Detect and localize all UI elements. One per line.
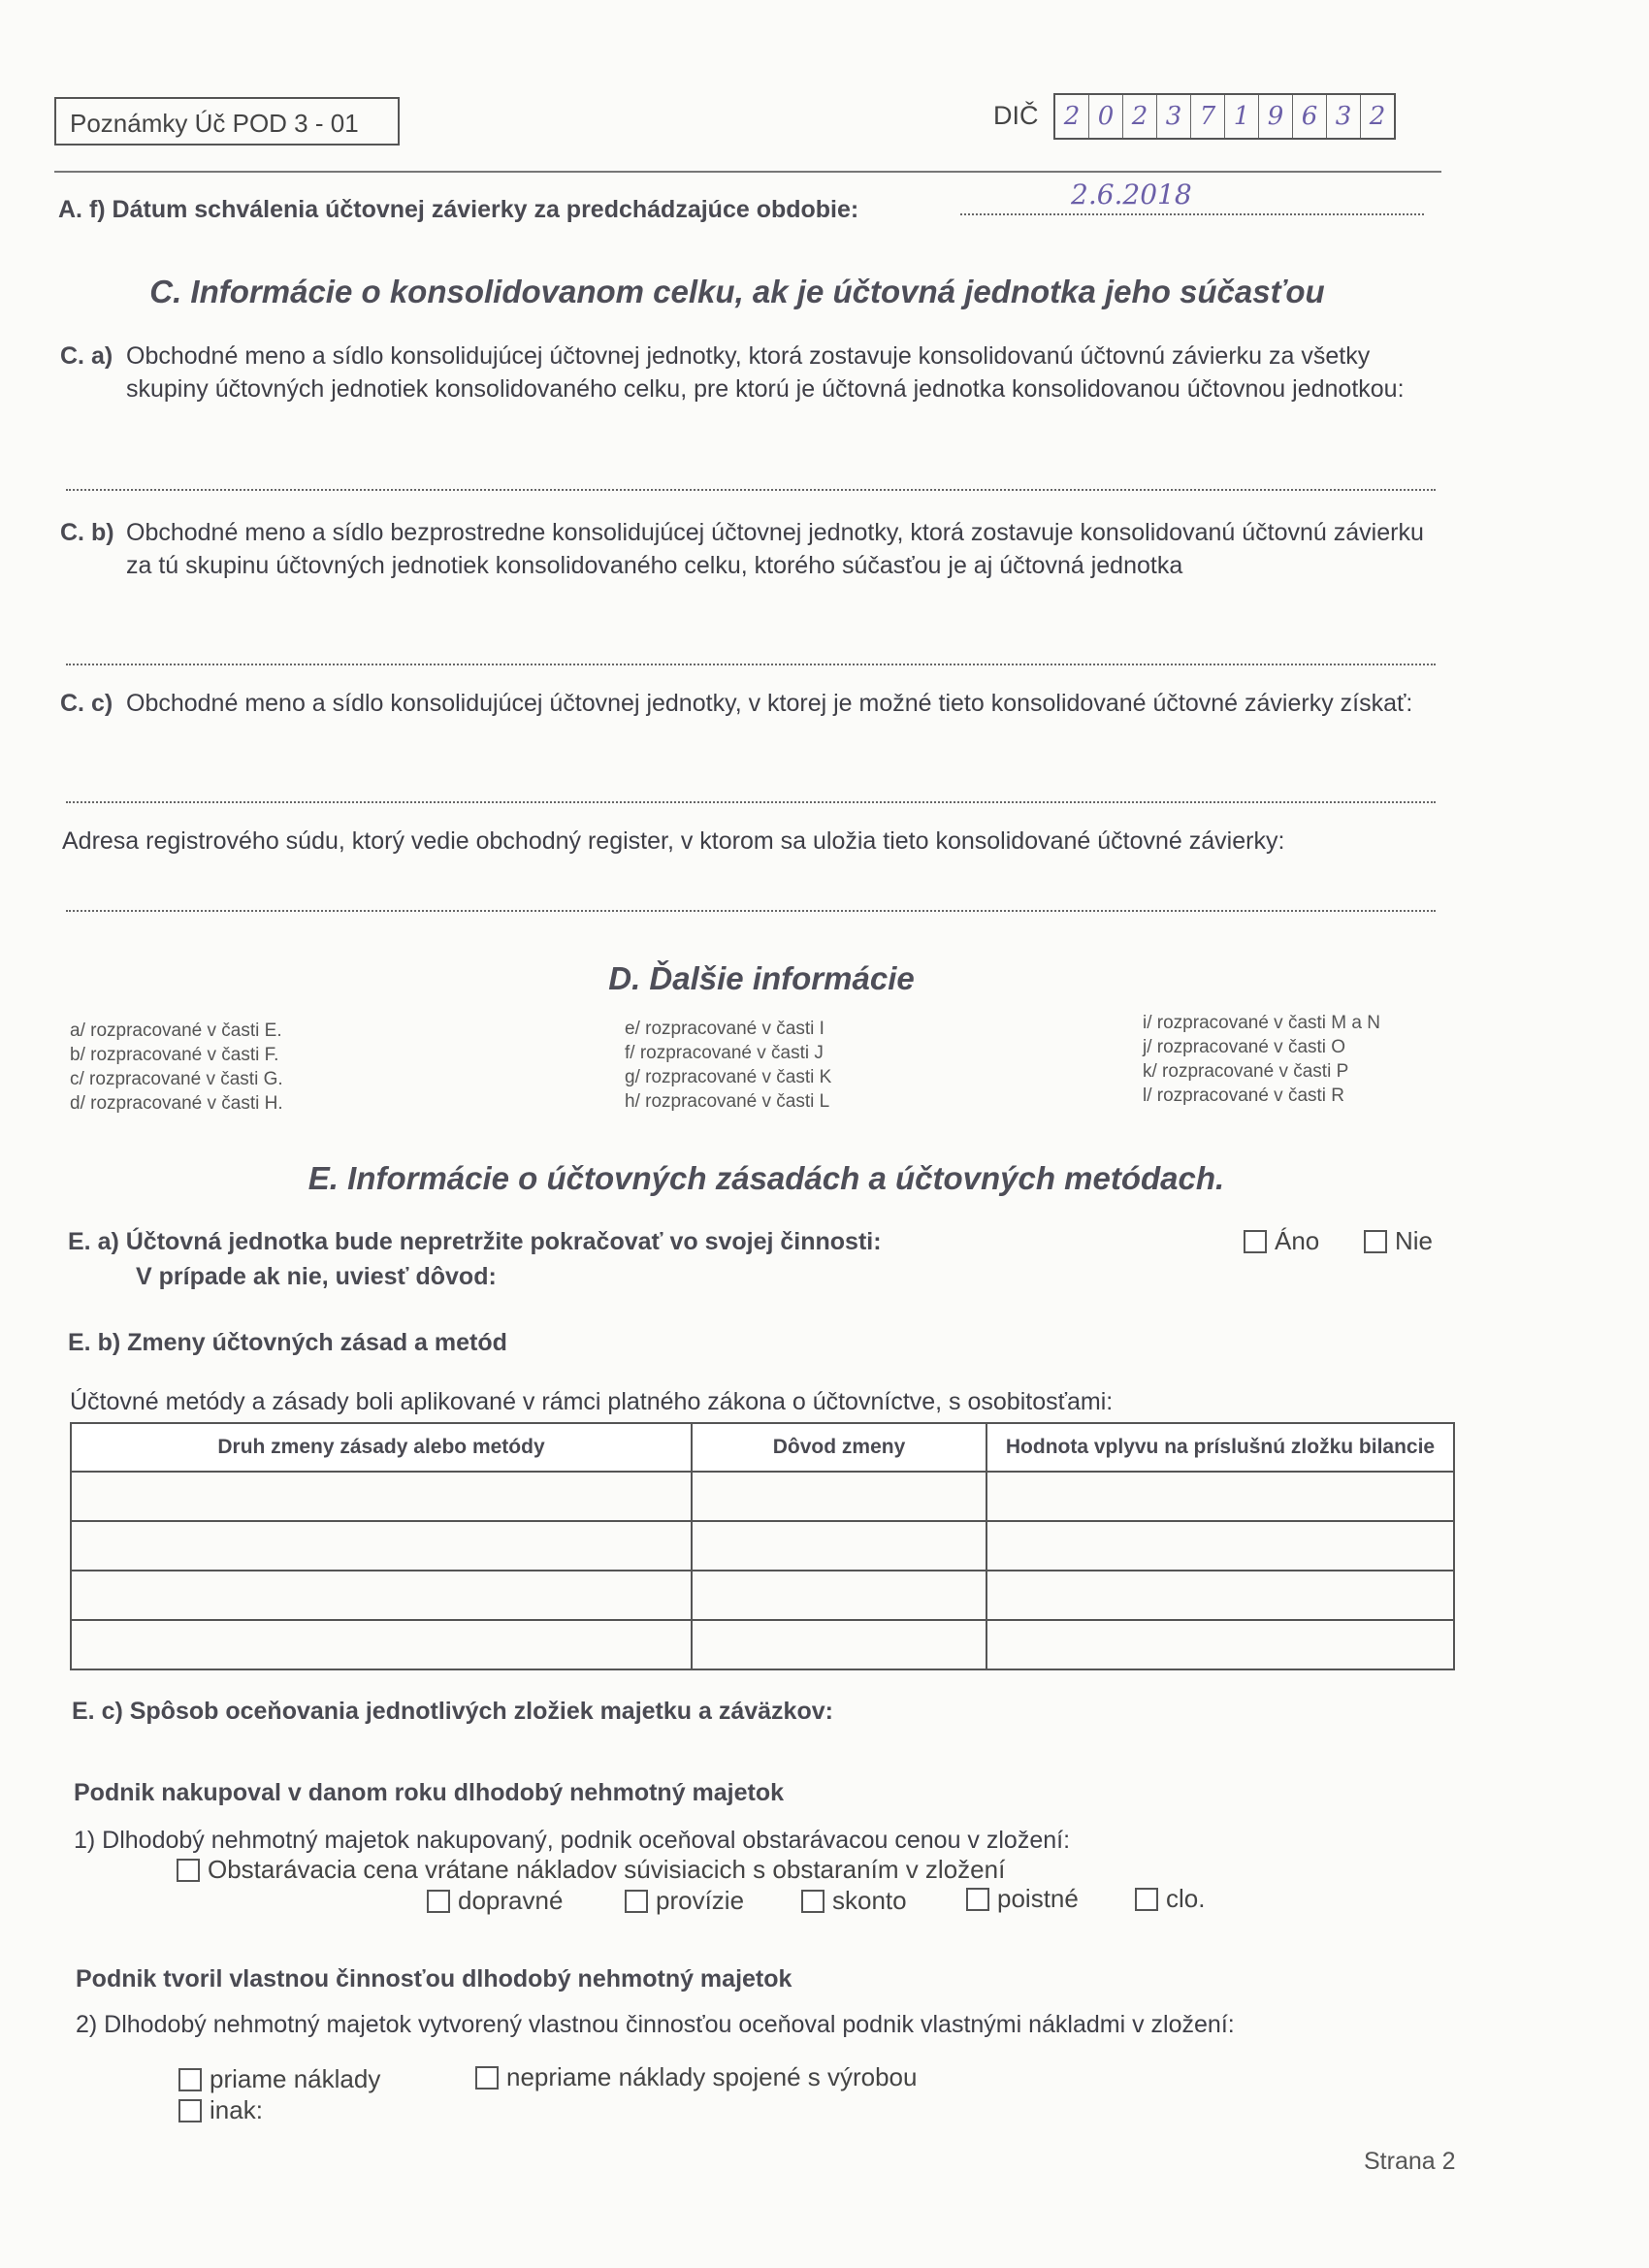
dic-number-boxes xyxy=(1053,93,1396,140)
table-cell[interactable] xyxy=(71,1620,692,1669)
provizie-checkbox[interactable] xyxy=(625,1890,648,1913)
section-d-column-1 xyxy=(70,1019,283,1116)
poistne-checkbox[interactable] xyxy=(966,1888,989,1911)
table-cell[interactable] xyxy=(986,1620,1454,1669)
registry-court-text: Adresa registrového súdu, ktorý vedie obchodný register, v ktorom sa uložia tieto konsolidované účtovné závierky: xyxy=(62,827,1285,855)
dic-digit: 2 xyxy=(1123,95,1157,138)
skonto-label: skonto xyxy=(832,1886,907,1915)
list-item: h/ rozpracované v časti L xyxy=(625,1091,830,1112)
dic-digit: 9 xyxy=(1259,95,1293,138)
section-d-column-3 xyxy=(1143,1011,1380,1108)
list-item: b/ rozpracované v časti F. xyxy=(70,1045,279,1065)
section-e-b-label: E. b) Zmeny účtovných zásad a metód xyxy=(68,1329,507,1356)
list-item: g/ rozpracované v časti K xyxy=(625,1067,832,1087)
section-e-a-question: E. a) Účtovná jednotka bude nepretržite pokračovať vo svojej činnosti: xyxy=(68,1228,882,1255)
section-c-a-text: Obchodné meno a sídlo konsolidujúcej účtovnej jednotky, ktorá zostavuje konsolidovanú účtovnú závierku za všetky skupiny účtovných jednotiek konsolidovaného celku, pre ktorú je účtovná jednotka konsolidovanou účtovnou jednotkou: xyxy=(126,342,1405,403)
clo-checkbox[interactable] xyxy=(1135,1888,1158,1911)
option-poistne[interactable] xyxy=(966,1884,1079,1914)
table-cell[interactable] xyxy=(986,1571,1454,1620)
table-cell[interactable] xyxy=(692,1472,986,1521)
section-c-title: C. Informácie o konsolidovanom celku, ak je účtovná jednotka jeho súčasťou xyxy=(149,274,1325,309)
table-cell[interactable] xyxy=(692,1521,986,1571)
section-e-b-note: Účtovné metódy a zásady boli aplikované v rámci platného zákona o účtovníctve, s osobitosťami: xyxy=(70,1388,1114,1415)
list-item: a/ rozpracované v časti E. xyxy=(70,1021,282,1041)
table-cell[interactable] xyxy=(692,1571,986,1620)
section-c-b-text: Obchodné meno a sídlo bezprostredne konsolidujúcej účtovnej jednotky, ktorá zostavuje konsolidovanú účtovnú závierku za tú skupinu účtovných jednotiek konsolidovaného celku, ktorého súčasťou je aj účtovná jednotka xyxy=(126,519,1424,579)
direct-costs-option[interactable] xyxy=(178,2064,380,2094)
section-a-dotted-line xyxy=(960,213,1424,215)
registry-court-fill-line[interactable] xyxy=(66,910,1436,912)
indirect-costs-checkbox[interactable] xyxy=(475,2066,499,2090)
provizie-label: provízie xyxy=(656,1886,745,1915)
table-header-cell: Druh zmeny zásady alebo metódy xyxy=(71,1423,692,1472)
nie-option[interactable] xyxy=(1364,1226,1433,1256)
section-c-c-fill-line[interactable] xyxy=(66,801,1436,803)
option-provizie[interactable] xyxy=(625,1886,744,1916)
purchased-heading: Podnik nakupoval v danom roku dlhodobý nehmotný majetok xyxy=(74,1779,785,1806)
table-row xyxy=(71,1620,1454,1669)
list-item: l/ rozpracované v časti R xyxy=(1143,1085,1345,1106)
header-divider xyxy=(54,171,1441,173)
indirect-costs-option[interactable] xyxy=(475,2062,917,2092)
ano-checkbox[interactable] xyxy=(1244,1230,1267,1253)
purchase-cost-checkbox[interactable] xyxy=(177,1859,200,1882)
indirect-costs-label: nepriame náklady spojené s výrobou xyxy=(506,2062,918,2091)
list-item: i/ rozpracované v časti M a N xyxy=(1143,1013,1380,1033)
section-c-c-code: C. c) xyxy=(60,690,113,717)
table-header-cell: Dôvod zmeny xyxy=(692,1423,986,1472)
nie-checkbox[interactable] xyxy=(1364,1230,1387,1253)
option-skonto[interactable] xyxy=(801,1886,907,1916)
dic-digit: 7 xyxy=(1191,95,1225,138)
page-number: Strana 2 xyxy=(1364,2148,1456,2175)
table-header-row xyxy=(71,1423,1454,1472)
dic-digit: 3 xyxy=(1157,95,1191,138)
table-cell[interactable] xyxy=(986,1521,1454,1571)
table-cell[interactable] xyxy=(71,1521,692,1571)
table-row xyxy=(71,1472,1454,1521)
poistne-label: poistné xyxy=(997,1884,1079,1913)
section-c-a-fill-line[interactable] xyxy=(66,489,1436,491)
dopravne-label: dopravné xyxy=(458,1886,564,1915)
dic-digit: 0 xyxy=(1089,95,1123,138)
section-d-column-2 xyxy=(625,1017,831,1114)
dic-digit: 1 xyxy=(1225,95,1259,138)
table-row xyxy=(71,1521,1454,1571)
other-label: inak: xyxy=(210,2095,263,2124)
item-1-text: 1) Dlhodobý nehmotný majetok nakupovaný, podnik oceňoval obstarávacou cenou v zložení: xyxy=(74,1827,1071,1854)
approval-date-handwritten: 2.6.2018 xyxy=(1071,178,1192,211)
section-c-a-code: C. a) xyxy=(60,342,113,370)
list-item: j/ rozpracované v časti O xyxy=(1143,1037,1346,1057)
purchase-cost-label: Obstarávacia cena vrátane nákladov súvisiacich s obstaraním v zložení xyxy=(208,1855,1006,1884)
section-c-c xyxy=(60,687,1438,720)
direct-costs-label: priame náklady xyxy=(210,2064,381,2093)
section-c-b-fill-line[interactable] xyxy=(66,664,1436,665)
section-a-label: A. f) Dátum schválenia účtovnej závierky za predchádzajúce obdobie: xyxy=(58,196,859,223)
purchase-cost-option[interactable] xyxy=(177,1855,1005,1885)
section-e-title: E. Informácie o účtovných zásadách a účtovných metódach. xyxy=(307,1160,1225,1196)
ano-option[interactable] xyxy=(1244,1226,1319,1256)
dic-label: DIČ xyxy=(993,101,1039,130)
table-row xyxy=(71,1571,1454,1620)
other-checkbox[interactable] xyxy=(178,2099,202,2122)
changes-table xyxy=(70,1422,1455,1670)
clo-label: clo. xyxy=(1166,1884,1206,1913)
list-item: d/ rozpracované v časti H. xyxy=(70,1093,283,1114)
other-option[interactable] xyxy=(178,2095,263,2125)
item-2-text: 2) Dlhodobý nehmotný majetok vytvorený vlastnou činnosťou oceňoval podnik vlastnými nákladmi v zložení: xyxy=(76,2011,1235,2038)
option-clo[interactable] xyxy=(1135,1884,1205,1914)
table-cell[interactable] xyxy=(71,1571,692,1620)
section-e-a-reason-label: V prípade ak nie, uviesť dôvod: xyxy=(136,1263,497,1290)
list-item: k/ rozpracované v časti P xyxy=(1143,1061,1349,1082)
option-dopravne[interactable] xyxy=(427,1886,563,1916)
direct-costs-checkbox[interactable] xyxy=(178,2068,202,2091)
own-activity-heading: Podnik tvoril vlastnou činnosťou dlhodobý nehmotný majetok xyxy=(76,1965,792,1993)
section-e-c-label: E. c) Spôsob oceňovania jednotlivých zložiek majetku a záväzkov: xyxy=(72,1698,833,1725)
dic-digit: 6 xyxy=(1293,95,1327,138)
nie-label: Nie xyxy=(1395,1226,1434,1255)
dic-digit: 2 xyxy=(1055,95,1089,138)
table-cell[interactable] xyxy=(71,1472,692,1521)
section-c-b xyxy=(60,516,1438,582)
list-item: e/ rozpracované v časti I xyxy=(625,1019,824,1039)
skonto-checkbox[interactable] xyxy=(801,1890,824,1913)
dic-digit: 2 xyxy=(1369,102,1386,131)
dic-digit: 3 xyxy=(1327,95,1361,138)
section-c-b-code: C. b) xyxy=(60,519,114,546)
form-code-box: Poznámky Úč POD 3 - 01 xyxy=(54,97,400,146)
dopravne-checkbox[interactable] xyxy=(427,1890,450,1913)
section-d-title: D. Ďalšie informácie xyxy=(608,960,915,996)
list-item: c/ rozpracované v časti G. xyxy=(70,1069,283,1089)
table-cell[interactable] xyxy=(692,1620,986,1669)
section-c-a xyxy=(60,340,1438,405)
list-item: f/ rozpracované v časti J xyxy=(625,1043,824,1063)
table-cell[interactable] xyxy=(986,1472,1454,1521)
section-c-c-text: Obchodné meno a sídlo konsolidujúcej účtovnej jednotky, v ktorej je možné tieto konsolidované účtovné závierky získať: xyxy=(126,690,1413,717)
table-header-cell: Hodnota vplyvu na príslušnú zložku bilancie xyxy=(986,1423,1454,1472)
ano-label: Áno xyxy=(1275,1226,1320,1255)
